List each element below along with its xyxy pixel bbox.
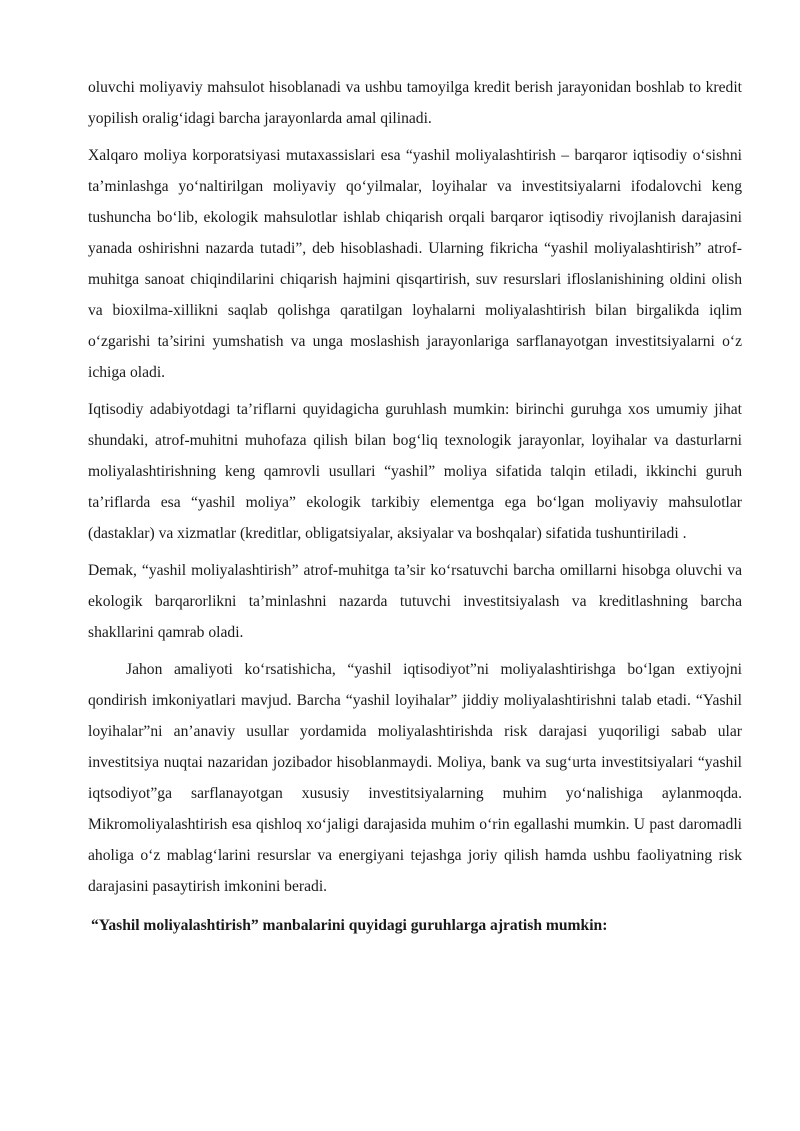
document-page (88, 72, 742, 947)
paragraph-ifc-definition: Xalqaro moliya korporatsiyasi mutaxassislari esa “yashil moliyalashtirish – barqaror iqtisodiy o‘sishni ta’minlashga yo‘naltirilgan moliyaviy qo‘yilmalar, loyihalar va investitsiyalarni ifodalovchi keng tushuncha bo‘lib, ekologik mahsulotlar ishlab chiqarish orqali barqaror iqtisodiy rivojlanish darajasini yanada oshirishni nazarda tutadi”, deb hisoblashadi. Ularning fikricha “yashil moliyalashtirish” atrof-muhitga sanoat chiqindilarini chiqarish hajmini qisqartirish, suv resurslari ifloslanishining oldini olish va bioxilma-xillikni saqlab qolishga qaratilgan loyhalarni moliyalashtirish bilan birgalikda iqlim o‘zgarishi ta’sirini yumshatish va unga moslashish jarayonlariga sarflanayotgan investitsiyalarni o‘z ichiga oladi. (88, 147, 742, 381)
paragraph-definition-groups: Iqtisodiy adabiyotdagi ta’riflarni quyidagicha guruhlash mumkin: birinchi guruhga xos umumiy jihat shundaki, atrof-muhitni muhofaza qilish bilan bog‘liq texnologik jarayonlar, loyihalar va dasturlarni moliyalashtirishning keng qamrovli usullari “yashil” moliya sifatida talqin etiladi, ikkinchi guruh ta’riflarda esa “yashil moliya” ekologik tarkibiy elementga ega bo‘lgan moliyaviy mahsulotlar (dastaklar) va xizmatlar (kreditlar, obligatsiyalar, aksiyalar va boshqalar) sifatida tushuntiriladi . (88, 401, 742, 542)
paragraph-continuation: oluvchi moliyaviy mahsulot hisoblanadi va ushbu tamoyilga kredit berish jarayonidan boshlab to kredit yopilish oralig‘idagi barcha jarayonlarda amal qilinadi. (88, 79, 742, 127)
paragraph-world-practice: Jahon amaliyoti ko‘rsatishicha, “yashil iqtisodiyot”ni moliyalashtirishga bo‘lgan extiyojni qondirish imkoniyatlari mavjud. Barcha “yashil loyihalar” jiddiy moliyalashtirishni talab etadi. “Yashil loyihalar”ni an’anaviy usullar yordamida moliyalashtirishda risk darajasi yuqoriligi sabab ular investitsiya nuqtai nazaridan jozibador hisoblanmaydi. Moliya, bank va sug‘urta investitsiyalari “yashil iqtsodiyot”ga sarflanayotgan xususiy investitsiyalarning muhim yo‘nalishiga aylanmoqda. Mikromoliyalashtirish esa qishloq xo‘jaligi darajasida muhim o‘rin egallashi mumkin. U past daromadli aholiga o‘z mablag‘larini resurslar va energiyani tejashga joriy qilish hamda ushbu faoliyatning risk darajasini pasaytirish imkonini beradi. (88, 661, 742, 895)
section-heading: “Yashil moliyalashtirish” manbalarini quyidagi guruhlarga ajratish mumkin: (91, 917, 608, 934)
paragraph-conclusion: Demak, “yashil moliyalashtirish” atrof-muhitga ta’sir ko‘rsatuvchi barcha omillarni hisobga oluvchi va ekologik barqarorlikni ta’minlashni nazarda tutuvchi investitsiyalash va kreditlashning barcha shakllarini qamrab oladi. (88, 562, 742, 641)
